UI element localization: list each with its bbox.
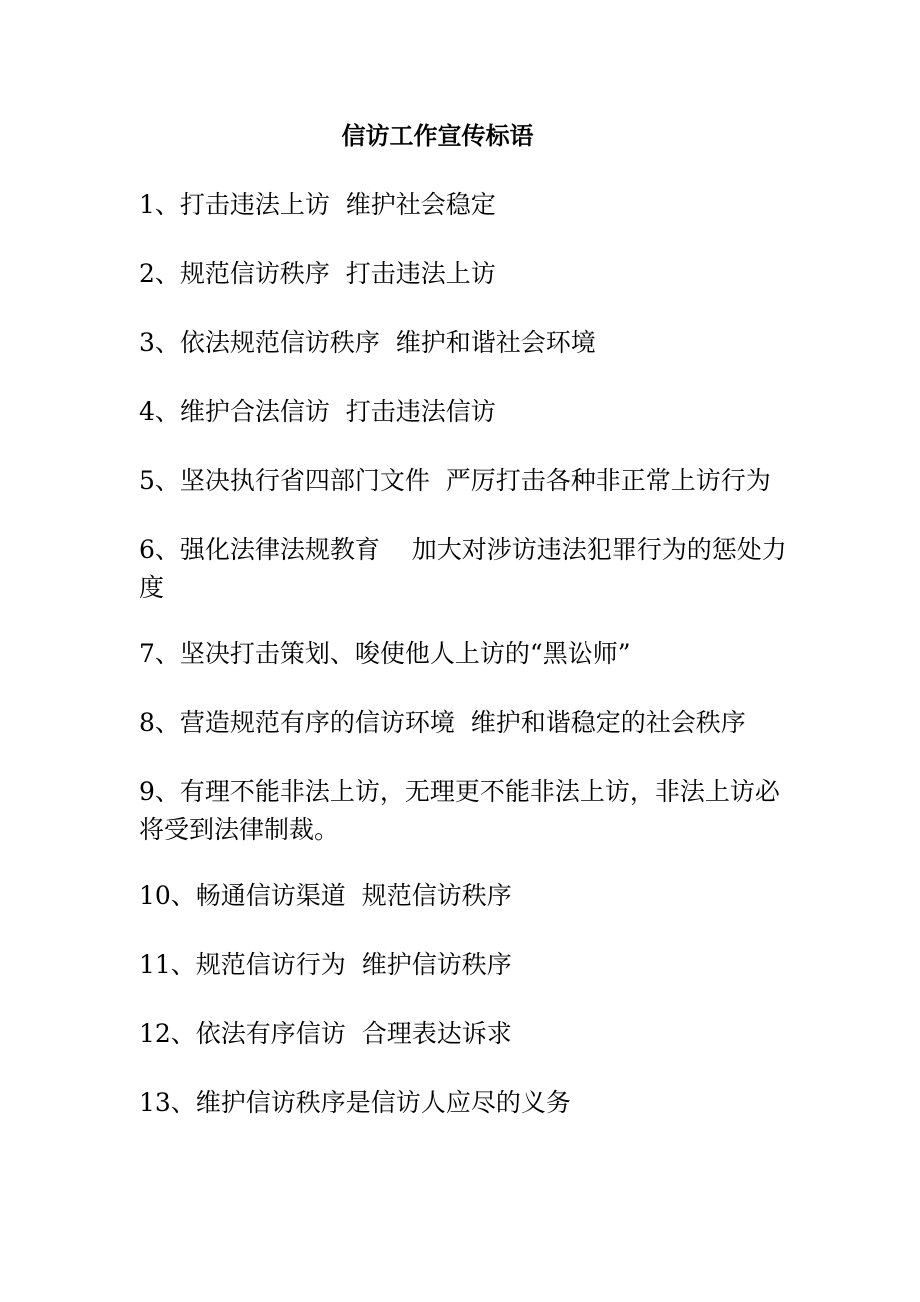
list-item: 3、依法规范信访秩序 维护和谐社会环境 [139,328,596,357]
list-item: 1、打击违法上访 维护社会稳定 [139,190,496,219]
slogan-list [139,186,789,1153]
list-item: 4、维护合法信访 打击违法信访 [139,397,496,426]
list-item: 10、畅通信访渠道 规范信访秩序 [139,881,512,910]
list-item: 2、规范信访秩序 打击违法上访 [139,259,496,288]
list-item: 7、坚决打击策划、唆使他人上访的“黑讼师” [139,639,631,668]
list-item: 12、依法有序信访 合理表达诉求 [139,1019,512,1048]
list-item: 5、坚决执行省四部门文件 严厉打击各种非正常上访行为 [139,466,771,495]
list-item: 11、规范信访行为 维护信访秩序 [139,950,512,979]
list-item: 8、营造规范有序的信访环境 维护和谐稳定的社会秩序 [139,708,746,737]
list-item: 13、维护信访秩序是信访人应尽的义务 [139,1088,571,1117]
list-item: 9、有理不能非法上访，无理更不能非法上访，非法上访必将受到法律制裁。 [139,777,780,844]
list-item: 6、强化法律法规教育 加大对涉访违法犯罪行为的惩处力度 [139,535,787,602]
page-title: 信访工作宣传标语 [341,121,534,150]
